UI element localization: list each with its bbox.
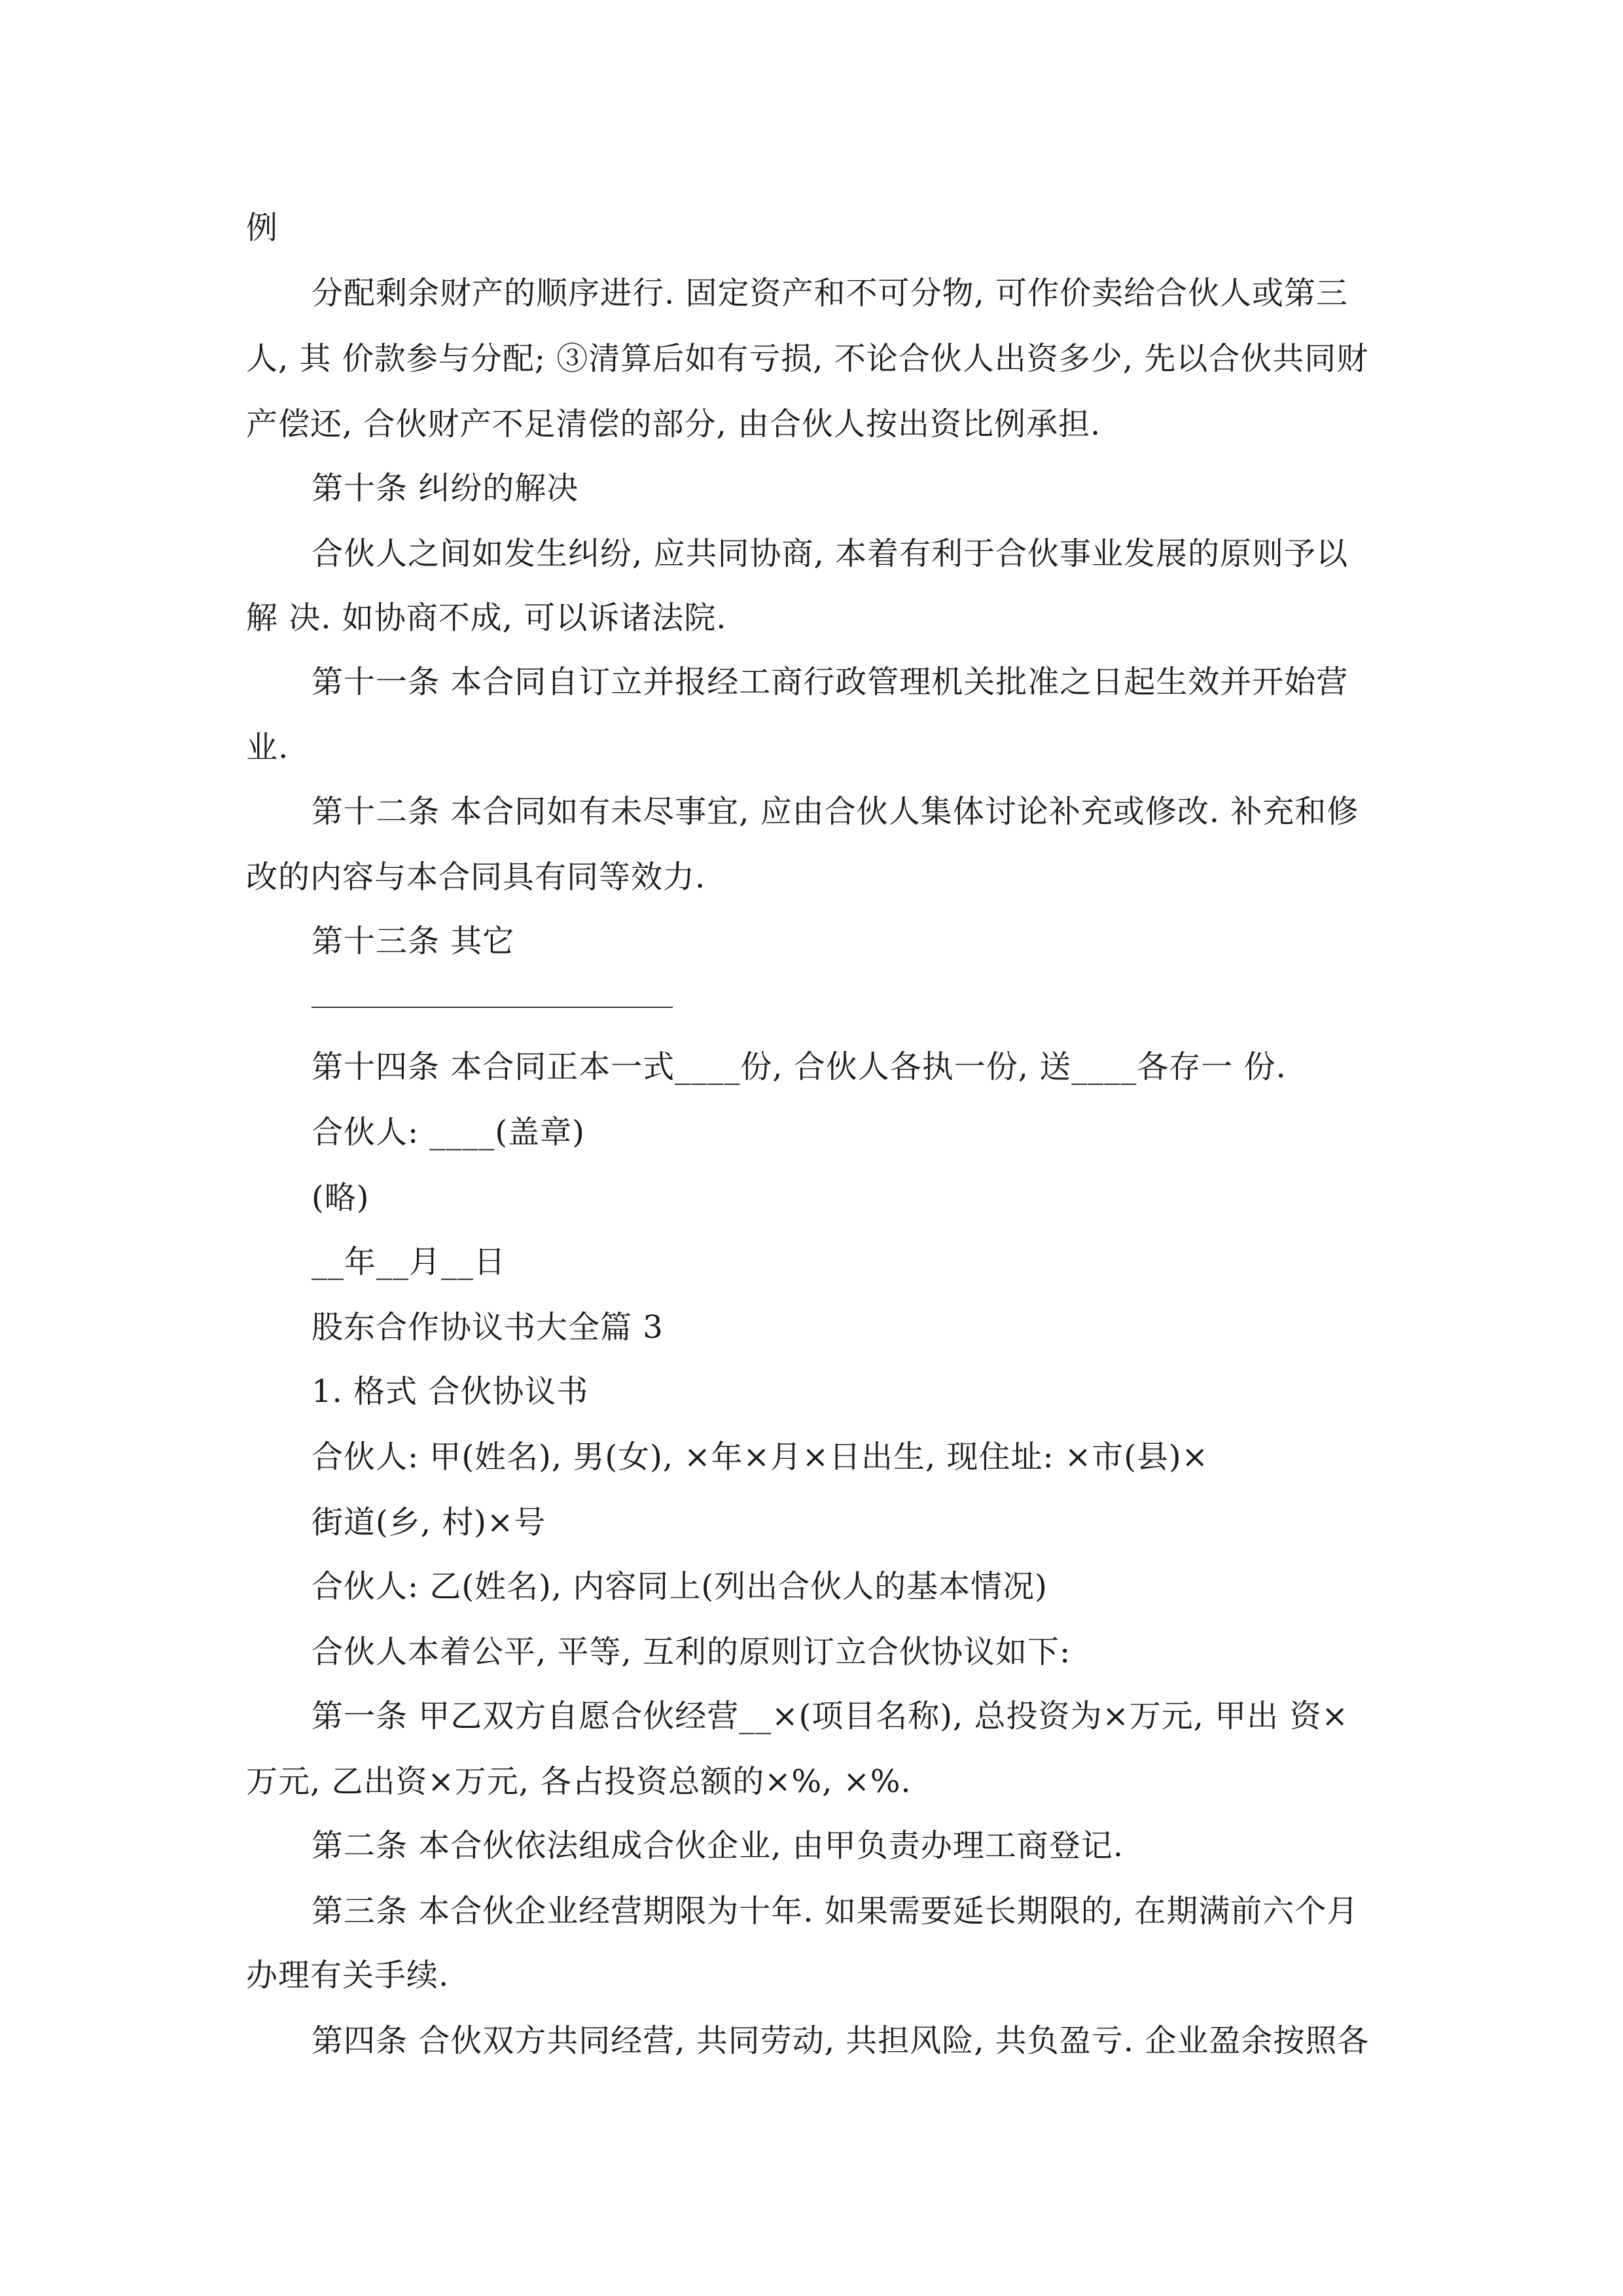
- text-line: 合伙人: 甲(姓名), 男(女), ×年×月×日出生, 现住址: ×市(县)×: [312, 1439, 1209, 1475]
- date-line: __年__月__日: [312, 1244, 507, 1280]
- text-line: 人, 其 价款参与分配; ③清算后如有亏损, 不论合伙人出资多少, 先以合伙共同财: [246, 340, 1369, 377]
- blank-underline: [312, 1007, 673, 1008]
- text-line: 第十二条 本合同如有未尽事宜, 应由合伙人集体讨论补充或修改. 补充和修: [312, 793, 1359, 830]
- section-title: 股东合作协议书大全篇 3: [312, 1309, 664, 1346]
- text-line: 产偿还, 合伙财产不足清偿的部分, 由合伙人按出资比例承担.: [246, 406, 1101, 442]
- text-line: 第二条 本合伙依法组成合伙企业, 由甲负责办理工商登记.: [312, 1827, 1124, 1864]
- text-line: 第四条 合伙双方共同经营, 共同劳动, 共担风险, 共负盈亏. 企业盈余按照各: [312, 2022, 1370, 2059]
- text-line: 街道(乡, 村)×号: [312, 1504, 546, 1541]
- text-line: (略): [312, 1179, 370, 1216]
- text-line: 合伙人之间如发生纠纷, 应共同协商, 本着有利于合伙事业发展的原则予以: [312, 535, 1349, 572]
- text-line: 合伙人本着公平, 平等, 互利的原则订立合伙协议如下:: [312, 1634, 1071, 1670]
- text-line: 合伙人: 乙(姓名), 内容同上(列出合伙人的基本情况): [312, 1568, 1048, 1605]
- text-line: 改的内容与本合同具有同等效力.: [246, 859, 706, 895]
- section-heading: 第十条 纠纷的解决: [312, 470, 579, 507]
- text-line: 第十四条 本合同正本一式____份, 合伙人各执一份, 送____各存一 份.: [312, 1049, 1287, 1085]
- text-line: 业.: [246, 729, 289, 766]
- text-line: 例: [246, 209, 279, 246]
- text-line: 1. 格式 合伙协议书: [312, 1373, 589, 1410]
- signature-line: 合伙人: ____(盖章): [312, 1114, 585, 1151]
- text-line: 第三条 本合伙企业经营期限为十年. 如果需要延长期限的, 在期满前六个月: [312, 1893, 1359, 1929]
- text-line: 解 决. 如协商不成, 可以诉诸法院.: [246, 600, 727, 636]
- text-line: 分配剩余财产的顺序进行. 固定资产和不可分物, 可作价卖给合伙人或第三: [312, 275, 1349, 312]
- text-line: 办理有关手续.: [246, 1957, 450, 1994]
- text-line: 第一条 甲乙双方自愿合伙经营__×(项目名称), 总投资为×万元, 甲出 资×: [312, 1698, 1349, 1734]
- text-line: 第十一条 本合同自订立并报经工商行政管理机关批准之日起生效并开始营: [312, 664, 1349, 700]
- text-line: 万元, 乙出资×万元, 各占投资总额的×%, ×%.: [246, 1763, 912, 1800]
- section-heading: 第十三条 其它: [312, 923, 515, 960]
